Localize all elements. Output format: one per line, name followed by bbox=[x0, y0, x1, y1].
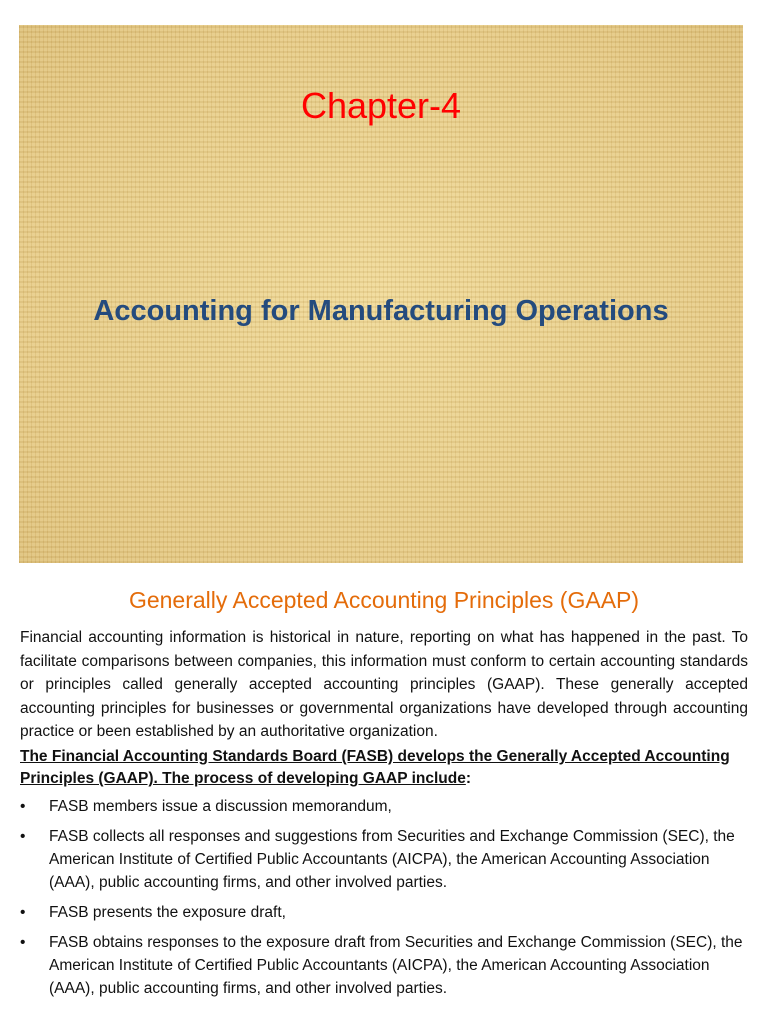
bullet-icon: • bbox=[20, 797, 26, 815]
list-item bbox=[20, 931, 748, 1000]
process-lead bbox=[20, 746, 748, 791]
list-item-text: FASB presents the exposure draft, bbox=[49, 903, 286, 921]
slide-title: Accounting for Manufacturing Operations bbox=[93, 295, 669, 327]
list-item-text: FASB collects all responses and suggestions from Securities and Exchange Commission (SEC), the American Institute of Certified Public Accountants (AICPA), the American Accounting Association (AAA), public accounting firms, and other involved parties. bbox=[49, 827, 735, 891]
process-lead-colon: : bbox=[465, 770, 472, 788]
document-body bbox=[20, 582, 748, 1007]
process-list bbox=[20, 795, 748, 1000]
bullet-icon: • bbox=[20, 933, 26, 951]
process-lead-underlined: The Financial Accounting Standards Board (FASB) develops the Generally Accepted Accounting Principles (GAAP). The process of developing GAAP include bbox=[20, 747, 730, 788]
list-item-text: FASB members issue a discussion memorandum, bbox=[49, 797, 392, 815]
chapter-label: Chapter-4 bbox=[300, 85, 462, 126]
list-item bbox=[20, 825, 748, 894]
list-item bbox=[20, 795, 748, 818]
list-item bbox=[20, 901, 748, 924]
title-slide bbox=[19, 25, 743, 563]
section-heading: Generally Accepted Accounting Principles (GAAP) bbox=[128, 587, 640, 613]
bullet-icon: • bbox=[20, 903, 26, 921]
bullet-icon: • bbox=[20, 827, 26, 845]
intro-paragraph: Financial accounting information is historical in nature, reporting on what has happened in the past. To facilitate comparisons between companies, this information must conform to certain accounting standards or principles called generally accepted accounting principles (GAAP). These generally accepted accounting principles for businesses or governmental organizations have developed through accounting practice or been established by an authoritative organization. bbox=[20, 629, 748, 741]
list-item-text: FASB obtains responses to the exposure draft from Securities and Exchange Commission (SEC), the American Institute of Certified Public Accountants (AICPA), the American Accounting Association (AAA), public accounting firms, and other involved parties. bbox=[49, 933, 743, 997]
